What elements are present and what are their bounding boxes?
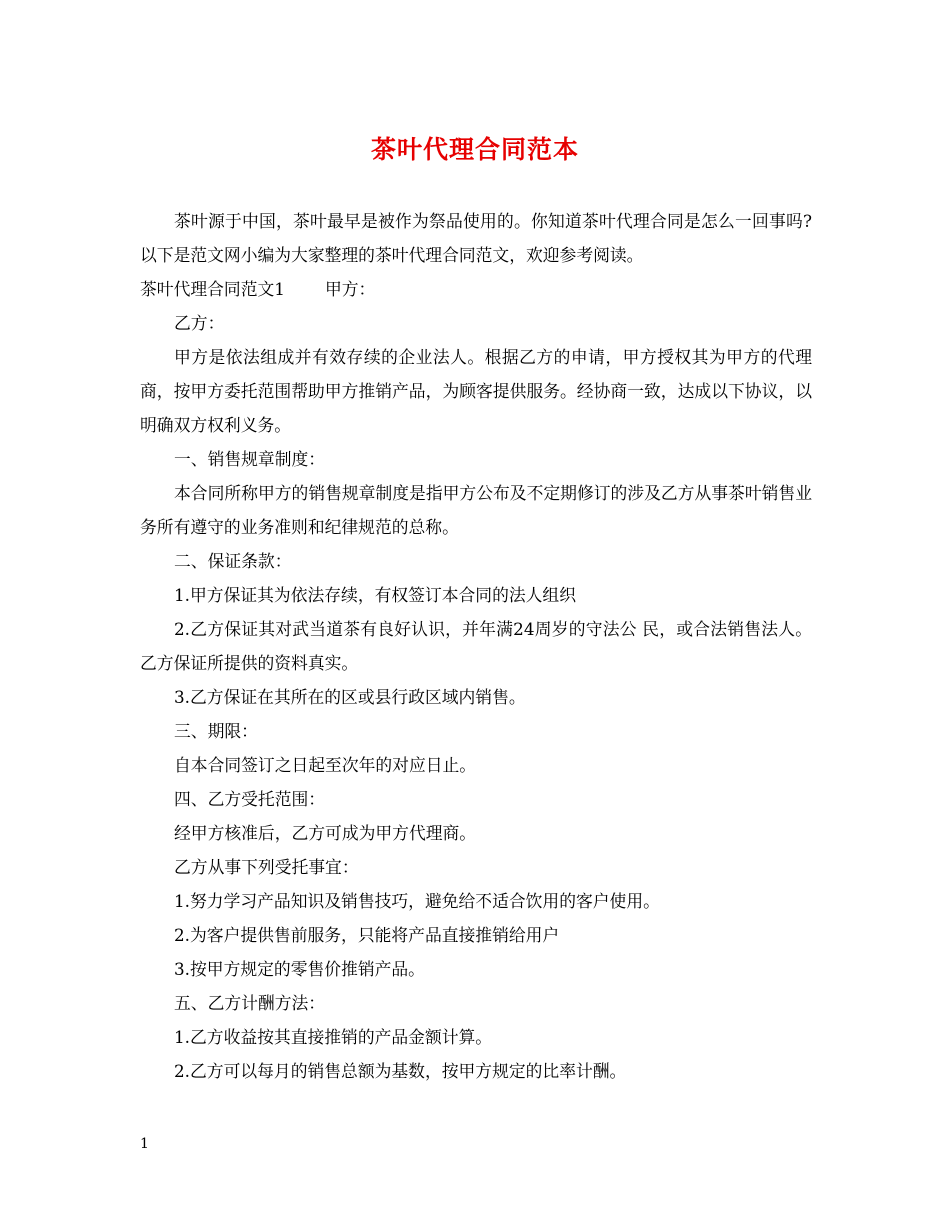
section-heading-5: 五、乙方计酬方法： [174, 993, 326, 1013]
sample-heading-line [140, 272, 812, 306]
section-heading-1: 一、销售规章制度： [174, 449, 326, 469]
party-a-label: 甲方： [324, 279, 376, 299]
section-4-item-3: 1.努力学习产品知识及销售技巧，避免给不适合饮用的客户使用。 [174, 891, 660, 911]
section-2-item-1: 1.甲方保证其为依法存续，有权签订本合同的法人组织 [174, 585, 576, 605]
section-heading-2: 二、保证条款： [174, 551, 292, 571]
section-5-item-2: 2.乙方可以每月的销售总额为基数，按甲方规定的比率计酬。 [174, 1061, 627, 1081]
section-heading-4: 四、乙方受托范围： [174, 789, 326, 809]
authorization-paragraph: 甲方是依法组成并有效存续的企业法人。根据乙方的申请，甲方授权其为甲方的代理商，按甲方委托范围帮助甲方推销产品，为顾客提供服务。经协商一致，达成以下协议，以明确双方权利义务。 [140, 347, 812, 435]
section-1-paragraph: 本合同所称甲方的销售规章制度是指甲方公布及不定期修订的涉及乙方从事茶叶销售业务所有遵守的业务准则和纪律规范的总称。 [140, 483, 812, 537]
document-body [140, 204, 812, 1088]
intro-paragraph: 茶叶源于中国，茶叶最早是被作为祭品使用的。你知道茶叶代理合同是怎么一回事吗?以下是范文网小编为大家整理的茶叶代理合同范文，欢迎参考阅读。 [140, 211, 812, 265]
section-4-item-4: 2.为客户提供售前服务，只能将产品直接推销给用户 [174, 925, 560, 945]
section-4-item-2: 乙方从事下列受托事宜： [174, 857, 359, 877]
page-number: 1 [140, 1136, 149, 1152]
section-heading-3: 三、期限： [174, 721, 258, 741]
party-b-label: 乙方： [174, 313, 225, 333]
sample-heading: 茶叶代理合同范文1 [140, 279, 285, 299]
section-2-item-3: 3.乙方保证在其所在的区或县行政区域内销售。 [174, 687, 526, 707]
section-2-item-2: 2.乙方保证其对武当道茶有良好认识，并年满24周岁的守法公 民，或合法销售法人。乙方保证所提供的资料真实。 [140, 619, 812, 673]
section-4-item-5: 3.按甲方规定的零售价推销产品。 [174, 959, 425, 979]
document-title: 茶叶代理合同范本 [370, 135, 579, 164]
section-5-item-1: 1.乙方收益按其直接推销的产品金额计算。 [174, 1027, 493, 1047]
section-3-paragraph: 自本合同签订之日起至次年的对应日止。 [174, 755, 477, 775]
section-4-item-1: 经甲方核准后，乙方可成为甲方代理商。 [174, 823, 477, 843]
